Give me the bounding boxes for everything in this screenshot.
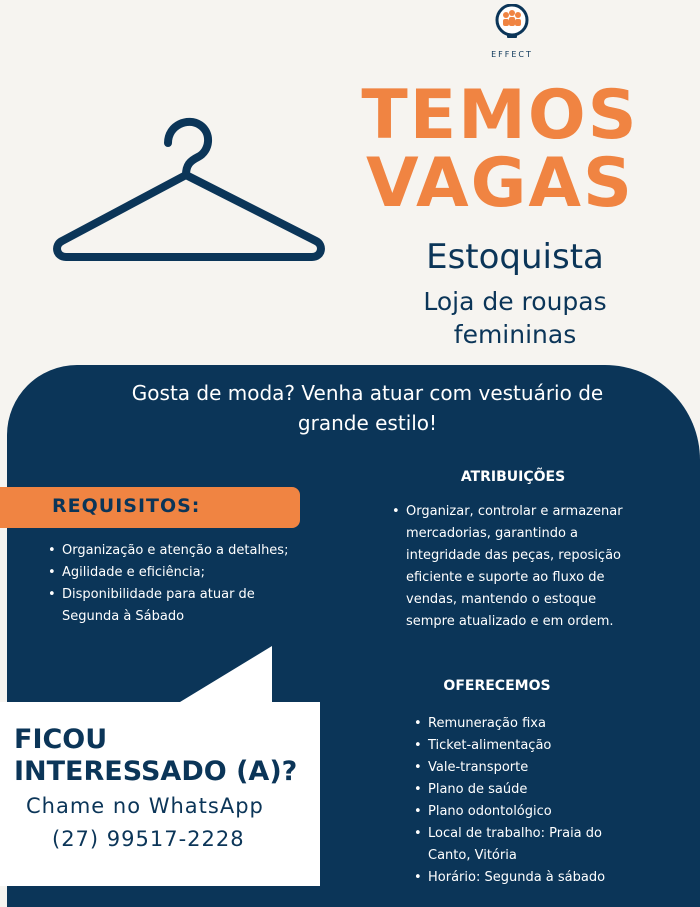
cta-title-line-2: INTERESSADO (A)? <box>14 756 298 787</box>
clothes-hanger-icon <box>50 115 330 270</box>
store-line-1: Loja de roupas <box>423 287 607 316</box>
list-item: • Ticket-alimentação <box>414 735 644 757</box>
headline-line-1: TEMOS <box>361 76 639 155</box>
store-line-2: femininas <box>453 320 577 349</box>
list-item: • Agilidade e eficiência; <box>48 562 308 584</box>
list-item: • Plano de saúde <box>414 779 644 801</box>
cta-phone-number[interactable]: (27) 99517-2228 <box>52 827 245 851</box>
oferecemos-title: OFERECEMOS <box>443 678 551 694</box>
list-item: • Local de trabalho: Praia do Canto, Vitória <box>414 823 644 867</box>
list-item: • Organizar, controlar e armazenar mercadorias, garantindo a integridade das peças, reposição eficiente e suporte ao fluxo de vendas, mantendo o estoque sempre atualizado e em ordem. <box>392 501 640 633</box>
list-item: • Remuneração fixa <box>414 713 644 735</box>
cta-title-line-1: FICOU <box>14 724 108 755</box>
list-item: • Horário: Segunda à sábado <box>414 867 644 889</box>
requisitos-title: REQUISITOS: <box>52 495 201 517</box>
tagline: Gosta de moda? Venha atuar com vestuário de grande estilo! <box>131 381 604 435</box>
atribuicoes-list <box>392 501 640 633</box>
requisitos-list <box>48 540 308 628</box>
brand-logo <box>488 4 536 59</box>
list-item: • Organização e atenção a detalhes; <box>48 540 308 562</box>
atribuicoes-title: ATRIBUIÇÕES <box>460 469 566 485</box>
headline <box>330 76 670 223</box>
list-item: • Disponibilidade para atuar de Segunda à Sábado <box>48 584 308 628</box>
cta-title <box>14 724 297 788</box>
oferecemos-list <box>414 713 644 889</box>
brand-name: EFFECT <box>491 50 533 59</box>
list-item: • Plano odontológico <box>414 801 644 823</box>
store-description <box>350 285 680 351</box>
team-lightbulb-logo-icon <box>494 4 530 40</box>
job-role: Estoquista <box>426 237 604 277</box>
headline-line-2: VAGAS <box>365 144 635 223</box>
list-item: • Vale-transporte <box>414 757 644 779</box>
cta-whatsapp-text: Chame no WhatsApp <box>26 794 264 818</box>
